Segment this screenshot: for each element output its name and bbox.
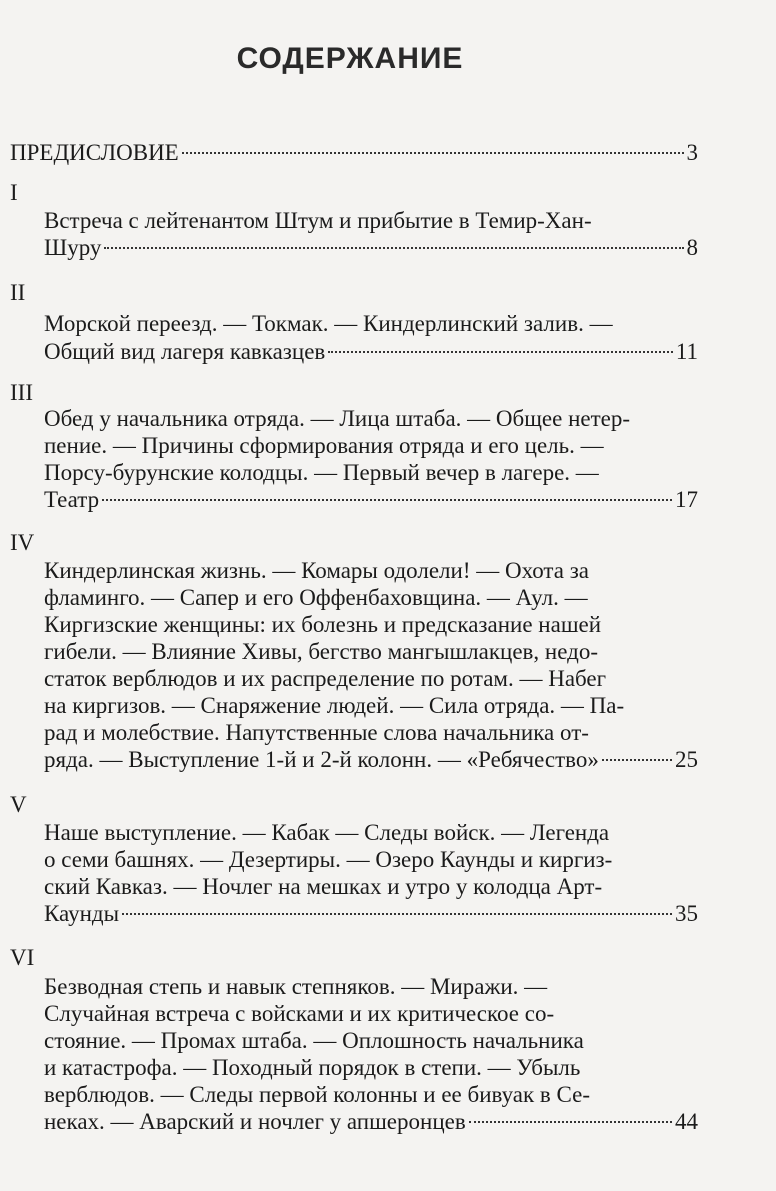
- chapter-line: гибели. — Влияние Хивы, бегство мангышлакцев, недо-: [44, 639, 598, 664]
- dot-leader: [104, 247, 683, 249]
- dot-leader: [602, 759, 672, 761]
- dot-leader: [102, 499, 672, 501]
- chapter-line-last: Общий вид лагеря кавказцев: [44, 339, 326, 364]
- chapter-page-number: 44: [675, 1109, 698, 1134]
- chapter-line: Обед у начальника отряда. — Лица штаба. — Общее нетер-: [44, 406, 631, 431]
- chapter-line: Наше выступление. — Кабак — Следы войск. — Легенда: [44, 820, 610, 845]
- preface-page-number: 3: [686, 140, 698, 165]
- chapter-line: Киргизские женщины: их болезнь и предсказание нашей: [44, 612, 602, 637]
- chapter-line-last: Каунды: [44, 901, 120, 926]
- chapter-line: рад и молебствие. Напутственные слова начальника от-: [44, 720, 589, 745]
- dot-leader: [122, 913, 672, 915]
- chapter-entry-last[interactable]: [44, 899, 698, 929]
- chapter-page-number: 17: [675, 487, 698, 512]
- chapter-line-last: ряда. — Выступление 1-й и 2-й колонн. — «Ребячество»: [44, 747, 599, 772]
- dot-leader: [182, 152, 684, 154]
- chapter-numeral: VI: [10, 945, 35, 970]
- chapter-line: Морской переезд. — Токмак. — Киндерлинский залив. —: [44, 311, 613, 336]
- chapter-entry-last[interactable]: [44, 745, 698, 775]
- preface-entry[interactable]: [10, 138, 698, 168]
- preface-label: ПРЕДИСЛОВИЕ: [10, 140, 179, 165]
- page-title: СОДЕРЖАНИЕ: [236, 42, 464, 75]
- dot-leader: [328, 351, 673, 353]
- chapter-line: стояние. — Промах штаба. — Оплошность начальника: [44, 1028, 584, 1053]
- chapter-numeral: IV: [10, 530, 35, 555]
- chapter-entry-last[interactable]: [44, 233, 698, 263]
- chapter-numeral: III: [10, 380, 33, 405]
- chapter-line: на киргизов. — Снаряжение людей. — Сила отряда. — Па-: [44, 693, 625, 718]
- chapter-numeral: I: [10, 180, 18, 205]
- chapter-line-last: неках. — Аварский и ночлег у апшеронцев: [44, 1109, 466, 1134]
- chapter-line-last: Театр: [44, 487, 100, 512]
- chapter-line: пение. — Причины сформирования отряда и его цель. —: [44, 433, 604, 458]
- chapter-entry-last[interactable]: [44, 485, 698, 515]
- chapter-page-number: 11: [675, 339, 698, 364]
- chapter-numeral: II: [10, 280, 26, 305]
- chapter-line: Безводная степь и навык степняков. — Миражи. —: [44, 974, 548, 999]
- chapter-line: верблюдов. — Следы первой колонны и ее бивуак в Се-: [44, 1082, 591, 1107]
- chapter-line: статок верблюдов и их распределение по ротам. — Набег: [44, 666, 607, 691]
- dot-leader: [469, 1121, 672, 1123]
- chapter-line-last: Шуру: [44, 235, 102, 260]
- chapter-line: и катастрофа. — Походный порядок в степи. — Убыль: [44, 1055, 581, 1080]
- chapter-line: ский Кавказ. — Ночлег на мешках и утро у колодца Арт-: [44, 874, 603, 899]
- chapter-line: о семи башнях. — Дезертиры. — Озеро Каунды и киргиз-: [44, 847, 613, 872]
- chapter-page-number: 25: [675, 747, 698, 772]
- chapter-line: Случайная встреча с войсками и их критическое со-: [44, 1001, 555, 1026]
- chapter-line: Порсу-бурунские колодцы. — Первый вечер в лагере. —: [44, 460, 599, 485]
- chapter-entry-last[interactable]: [44, 337, 698, 367]
- chapter-entry-last[interactable]: [44, 1107, 698, 1137]
- chapter-page-number: 35: [675, 901, 698, 926]
- chapter-numeral: V: [10, 792, 27, 817]
- chapter-line: Встреча с лейтенантом Штум и прибытие в Темир-Хан-: [44, 208, 592, 233]
- chapter-line: фламинго. — Сапер и его Оффенбаховщина. — Аул. —: [44, 585, 588, 610]
- chapter-line: Киндерлинская жизнь. — Комары одолели! — Охота за: [44, 558, 590, 583]
- chapter-page-number: 8: [686, 235, 698, 260]
